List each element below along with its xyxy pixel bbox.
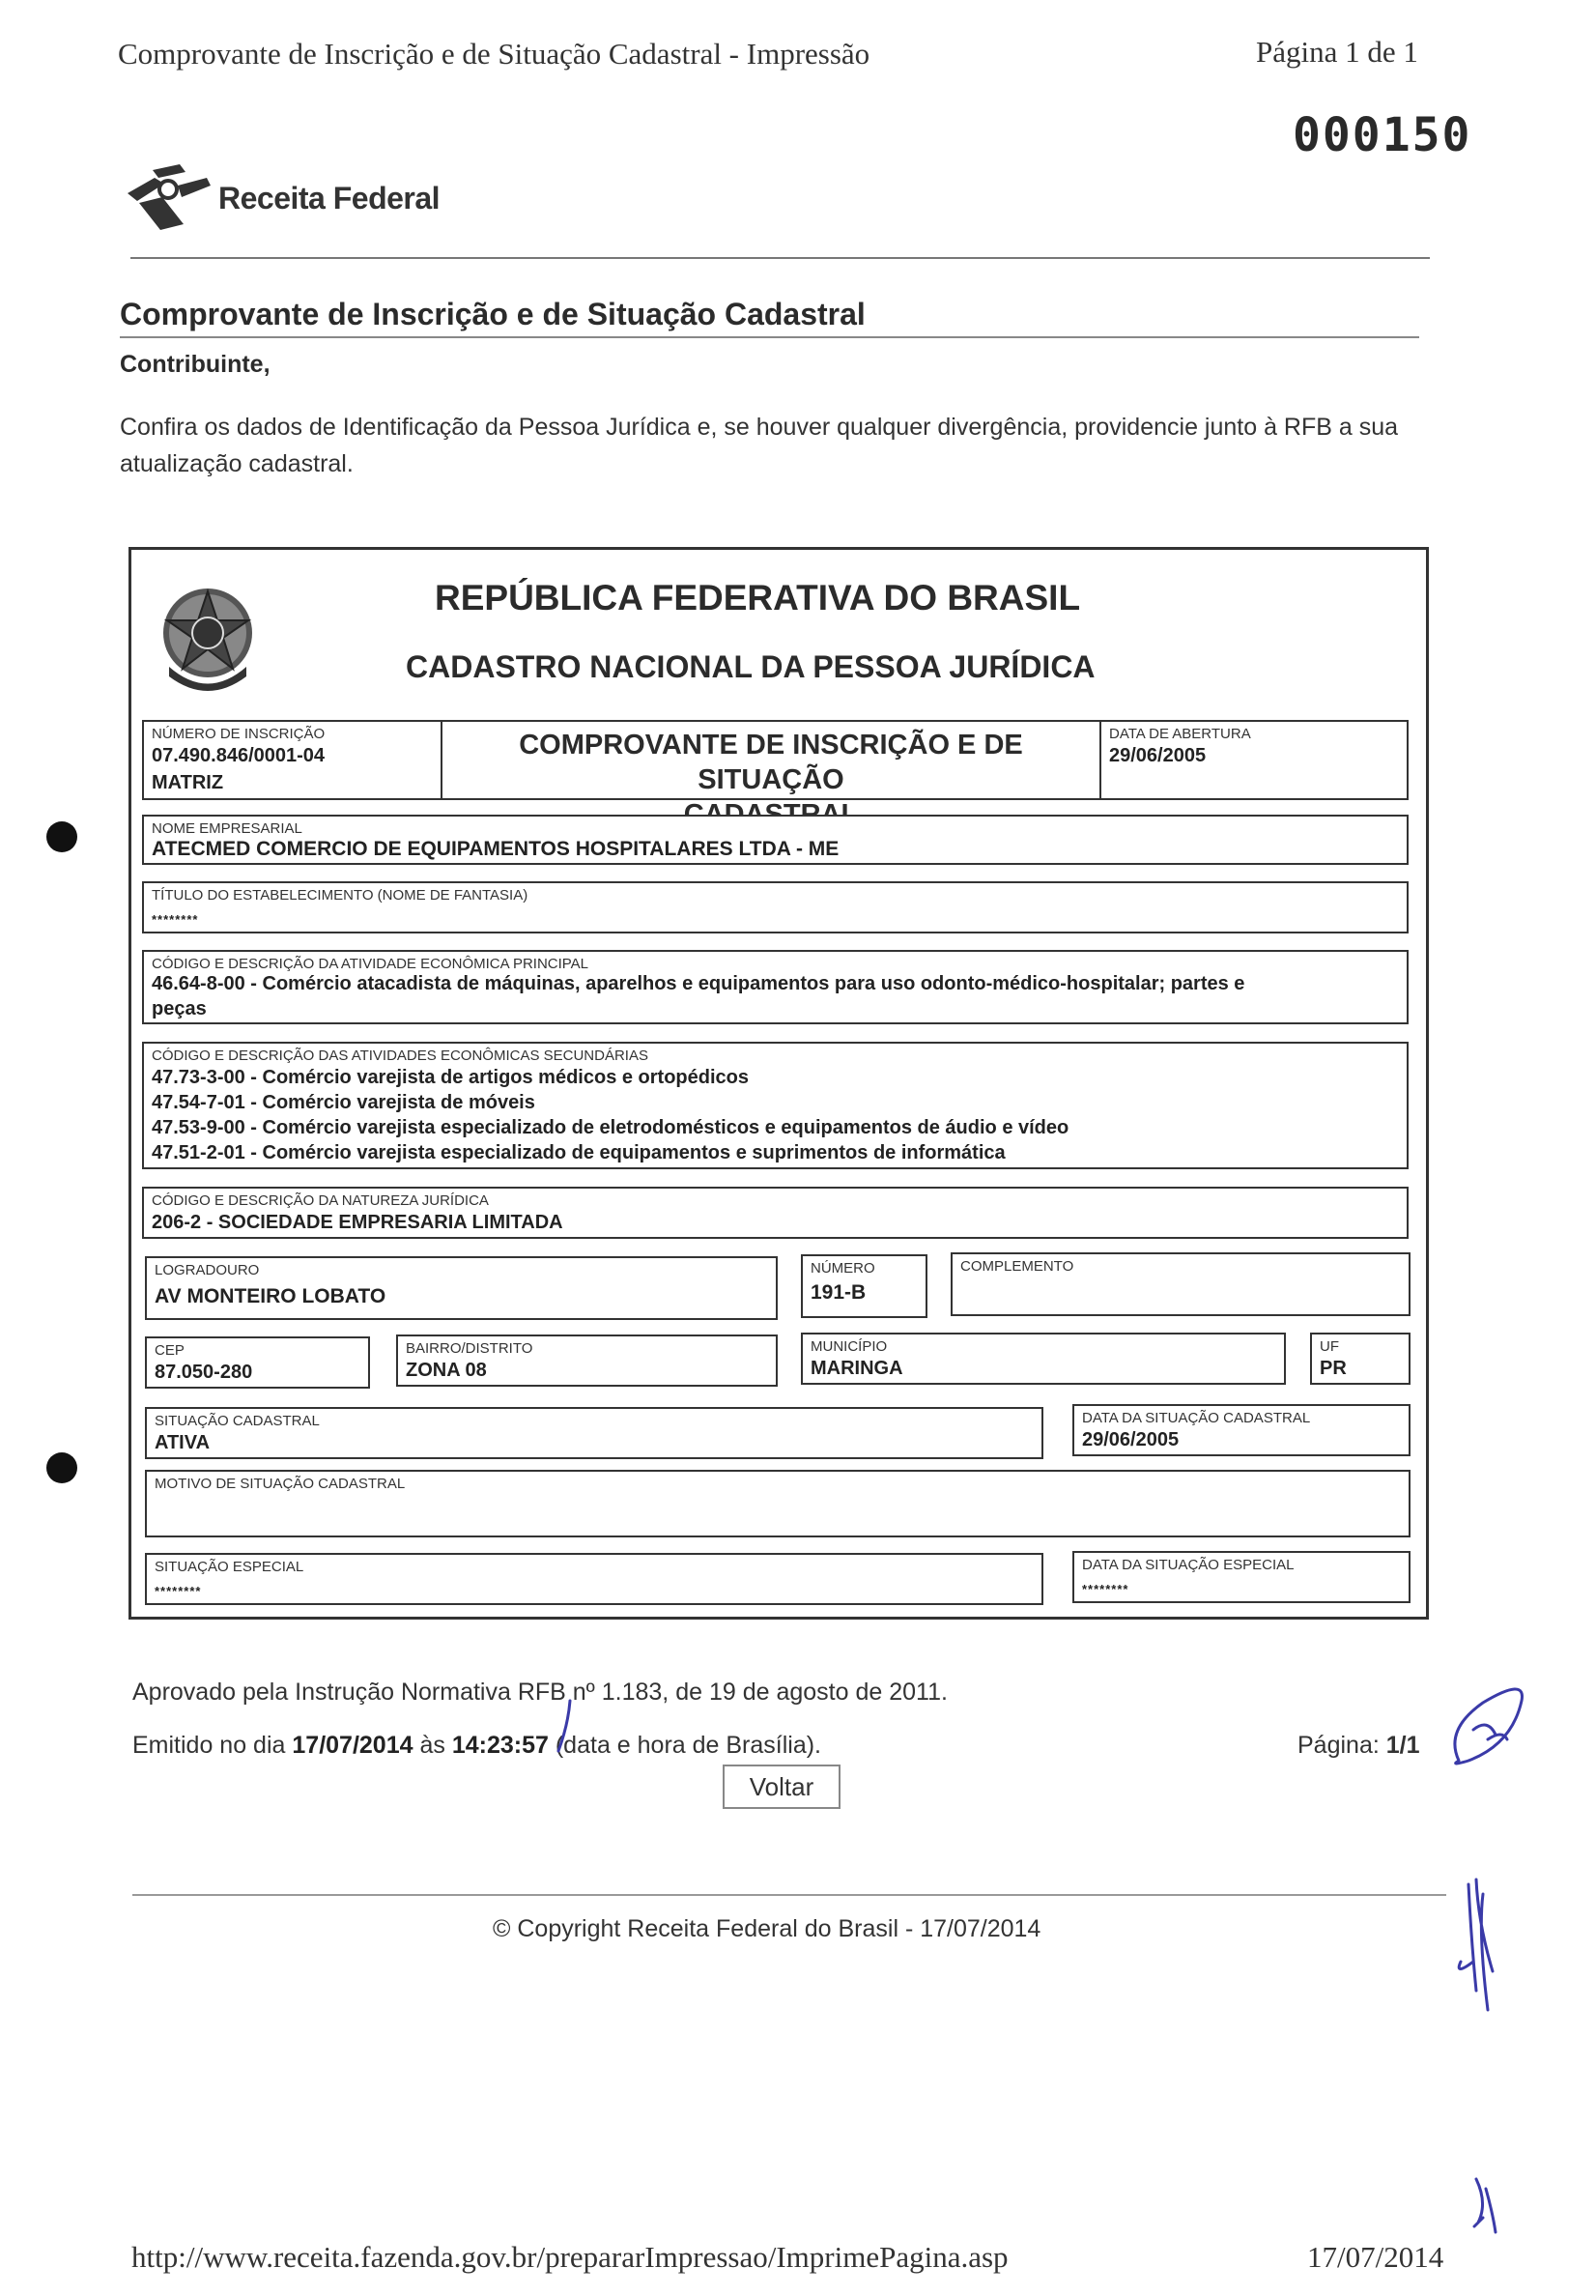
field-atividades-secundarias xyxy=(142,1042,1409,1169)
field-value: ZONA 08 xyxy=(406,1360,487,1381)
field-label: SITUAÇÃO CADASTRAL xyxy=(155,1413,320,1429)
signature-initials-icon xyxy=(1455,1689,1523,1764)
field-label: COMPLEMENTO xyxy=(960,1258,1074,1275)
footer-divider xyxy=(132,1894,1446,1896)
field-value: ATIVA xyxy=(155,1432,211,1453)
page-title: Comprovante de Inscrição e de Situação Cadastral xyxy=(120,297,866,331)
header-divider xyxy=(130,257,1430,259)
field-numero-inscricao xyxy=(142,720,442,800)
greeting: Contribuinte, xyxy=(120,351,271,378)
field-value: 87.050-280 xyxy=(155,1362,253,1383)
field-value: 206-2 - SOCIEDADE EMPRESARIA LIMITADA xyxy=(152,1212,563,1233)
field-uf xyxy=(1310,1333,1411,1385)
field-value: PR xyxy=(1320,1358,1347,1379)
field-cep xyxy=(145,1336,370,1389)
field-label: MUNICÍPIO xyxy=(811,1338,888,1355)
field-value: ******** xyxy=(155,1584,202,1598)
field-natureza-juridica xyxy=(142,1187,1409,1239)
field-nome-empresarial xyxy=(142,815,1409,865)
atividade-secundaria-item: 47.53-9-00 - Comércio varejista especializado de eletrodomésticos e equipamentos de áudio e vídeo xyxy=(152,1117,1069,1138)
field-nome-fantasia xyxy=(142,881,1409,933)
page-stamp-number: 000150 xyxy=(1293,108,1472,162)
field-label: TÍTULO DO ESTABELECIMENTO (NOME DE FANTASIA) xyxy=(152,887,528,904)
page-indicator xyxy=(1297,1732,1420,1760)
field-numero xyxy=(801,1254,927,1318)
field-logradouro xyxy=(145,1256,778,1320)
binder-hole-icon xyxy=(46,821,77,852)
field-label: NÚMERO DE INSCRIÇÃO xyxy=(152,726,326,742)
field-label: NÚMERO xyxy=(811,1260,875,1277)
field-municipio xyxy=(801,1333,1286,1385)
field-value: MARINGA xyxy=(811,1358,903,1379)
field-complemento xyxy=(951,1252,1411,1316)
emission-date: 17/07/2014 xyxy=(292,1732,413,1759)
emission-suffix: (data e hora de Brasília). xyxy=(555,1732,822,1759)
receita-federal-logo xyxy=(126,164,440,232)
emission-middle: às xyxy=(419,1732,445,1759)
field-label: DATA DA SITUAÇÃO ESPECIAL xyxy=(1082,1557,1295,1573)
print-footer-url: http://www.receita.fazenda.gov.br/prepararImpressao/ImprimePagina.asp xyxy=(131,2240,1009,2274)
field-value: 29/06/2005 xyxy=(1082,1429,1180,1450)
field-label: BAIRRO/DISTRITO xyxy=(406,1340,533,1357)
copyright: © Copyright Receita Federal do Brasil - 17/07/2014 xyxy=(493,1915,1041,1942)
intro-text: Confira os dados de Identificação da Pessoa Jurídica e, se houver qualquer divergência, providencie junto à RFB a sua atualização cadastral. xyxy=(120,414,1399,477)
field-label: SITUAÇÃO ESPECIAL xyxy=(155,1559,304,1575)
field-label: MOTIVO DE SITUAÇÃO CADASTRAL xyxy=(155,1476,406,1492)
field-data-situacao-cadastral xyxy=(1072,1404,1411,1456)
field-label: DATA DA SITUAÇÃO CADASTRAL xyxy=(1082,1410,1311,1426)
emission-prefix: Emitido no dia xyxy=(132,1732,286,1759)
print-footer-date: 17/07/2014 xyxy=(1307,2240,1444,2274)
field-label: CÓDIGO E DESCRIÇÃO DA NATUREZA JURÍDICA xyxy=(152,1192,489,1209)
atividade-secundaria-item: 47.54-7-01 - Comércio varejista de móveis xyxy=(152,1092,535,1113)
logo-text: Receita Federal xyxy=(218,180,441,215)
field-label: UF xyxy=(1320,1338,1339,1355)
page-value: 1/1 xyxy=(1385,1732,1420,1759)
field-value: AV MONTEIRO LOBATO xyxy=(155,1285,386,1307)
field-label: NOME EMPRESARIAL xyxy=(152,820,302,837)
field-value: 191-B xyxy=(811,1281,867,1304)
atividade-secundaria-item: 47.51-2-01 - Comércio varejista especializado de equipamentos e suprimentos de informática xyxy=(152,1142,1006,1163)
title-divider xyxy=(120,336,1419,338)
field-value-cnpj: 07.490.846/0001-04 xyxy=(152,745,326,766)
field-label: CÓDIGO E DESCRIÇÃO DA ATIVIDADE ECONÔMICA PRINCIPAL xyxy=(152,956,589,972)
field-value: ATECMED COMERCIO DE EQUIPAMENTOS HOSPITALARES LTDA - ME xyxy=(152,838,840,860)
receita-federal-logo-icon xyxy=(126,164,213,232)
field-label: CÓDIGO E DESCRIÇÃO DAS ATIVIDADES ECONÔMICAS SECUNDÁRIAS xyxy=(152,1048,648,1064)
signature-icon xyxy=(1459,1880,1493,2010)
binder-hole-icon xyxy=(46,1452,77,1483)
brazil-coat-of-arms-icon xyxy=(155,580,261,696)
document-title-box xyxy=(441,720,1101,800)
field-value: ******** xyxy=(1082,1582,1129,1596)
atividade-secundaria-item: 47.73-3-00 - Comércio varejista de artigos médicos e ortopédicos xyxy=(152,1067,750,1088)
certificate-title-cnpj: CADASTRO NACIONAL DA PESSOA JURÍDICA xyxy=(406,649,1096,684)
print-header-title: Comprovante de Inscrição e de Situação Cadastral - Impressão xyxy=(118,37,870,71)
atividade-principal-line1: 46.64-8-00 - Comércio atacadista de máquinas, aparelhos e equipamentos para uso odonto-médico-hospitalar; partes e xyxy=(152,973,1245,994)
field-atividade-principal xyxy=(142,950,1409,1024)
field-situacao-cadastral xyxy=(145,1407,1043,1459)
field-value: 29/06/2005 xyxy=(1109,745,1207,766)
field-bairro xyxy=(396,1335,778,1387)
document-title-line1: COMPROVANTE DE INSCRIÇÃO E DE SITUAÇÃO xyxy=(519,730,1023,795)
field-label: CEP xyxy=(155,1342,185,1359)
signature-small-icon xyxy=(1474,2179,1496,2232)
emission-note xyxy=(132,1732,821,1760)
page-label: Página: xyxy=(1297,1732,1380,1759)
emission-time: 14:23:57 xyxy=(451,1732,549,1759)
certificate-title-republic: REPÚBLICA FEDERATIVA DO BRASIL xyxy=(435,578,1081,617)
approval-note: Aprovado pela Instrução Normativa RFB nº 1.183, de 19 de agosto de 2011. xyxy=(132,1679,948,1706)
field-data-situacao-especial xyxy=(1072,1551,1411,1603)
field-data-abertura xyxy=(1099,720,1409,800)
print-header-page: Página 1 de 1 xyxy=(1256,35,1418,69)
back-button[interactable]: Voltar xyxy=(723,1765,841,1809)
field-label: LOGRADOURO xyxy=(155,1262,260,1278)
field-motivo-situacao xyxy=(145,1470,1411,1537)
field-value: ******** xyxy=(152,912,199,927)
field-value-matriz: MATRIZ xyxy=(152,772,224,793)
field-label: DATA DE ABERTURA xyxy=(1109,726,1251,742)
atividade-principal-line2: peças xyxy=(152,998,207,1019)
field-situacao-especial xyxy=(145,1553,1043,1605)
